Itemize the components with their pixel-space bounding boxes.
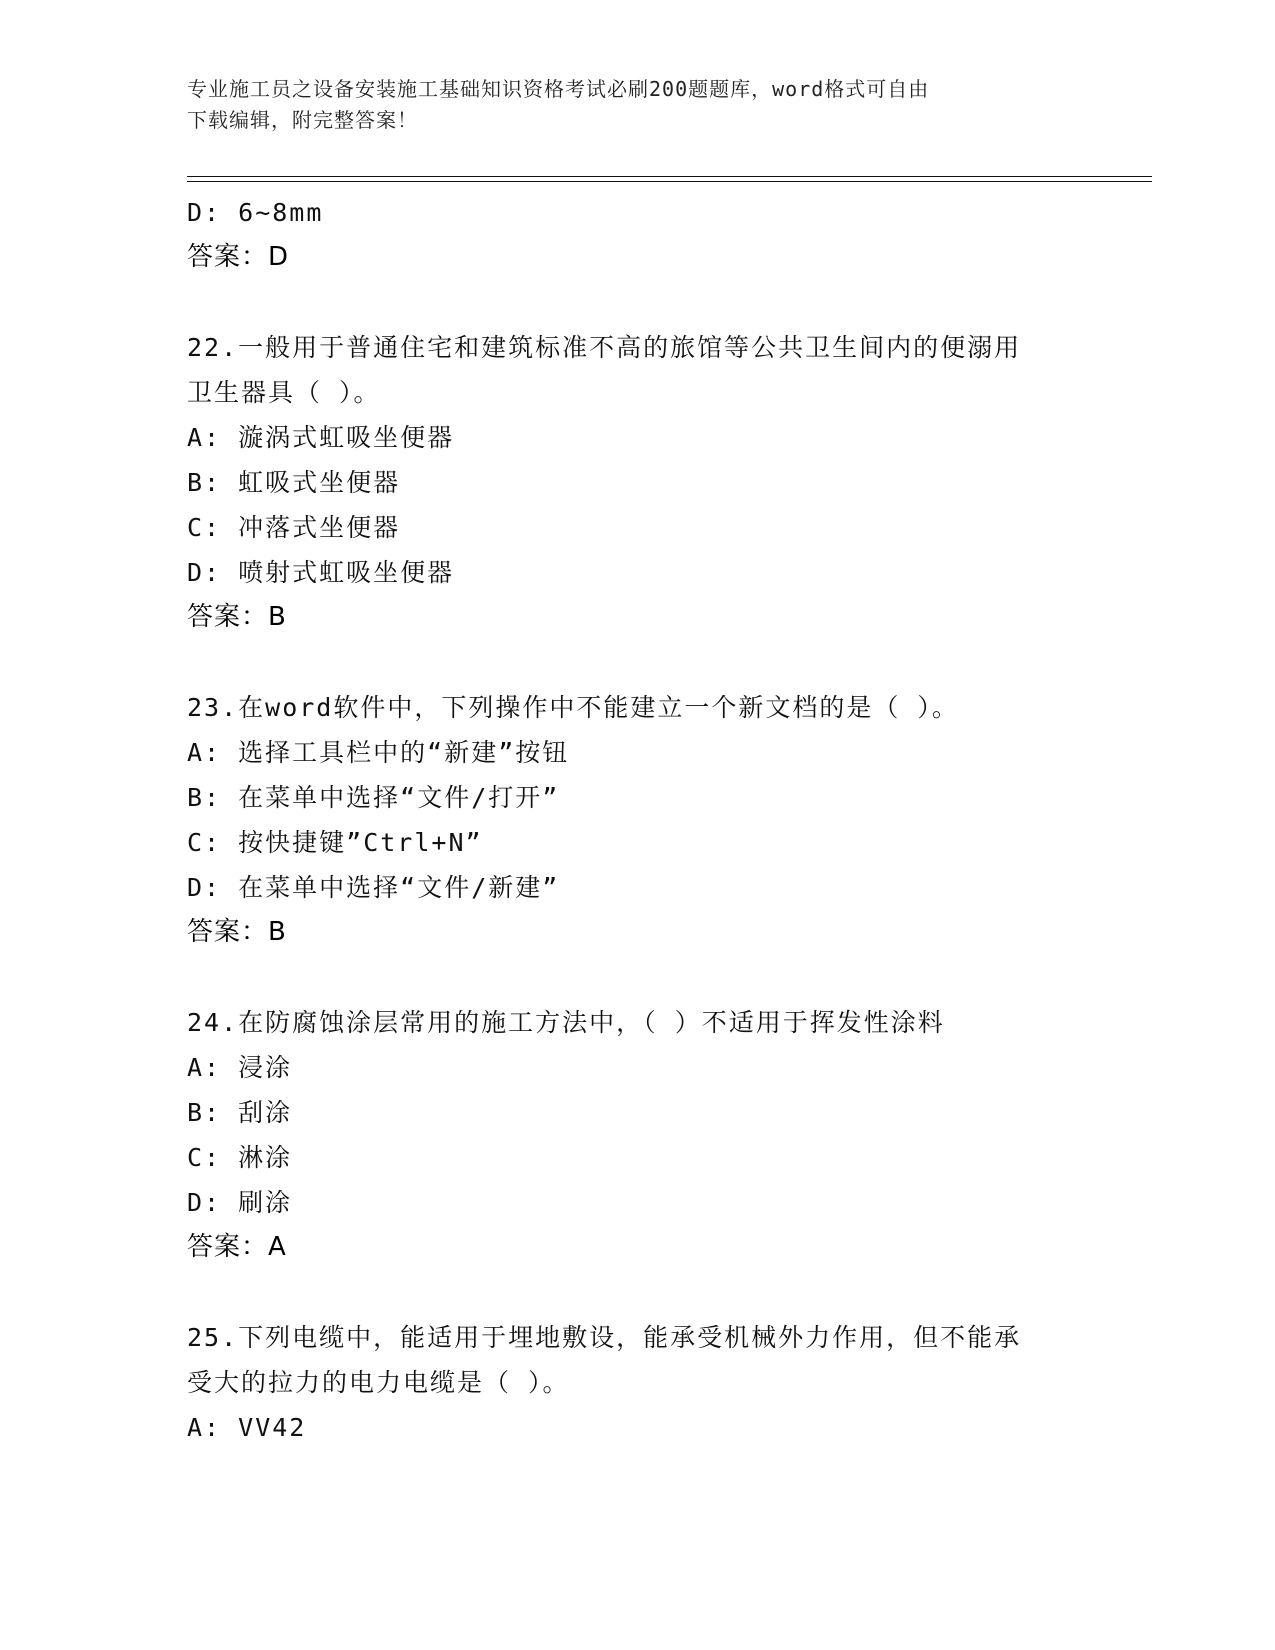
spacer xyxy=(187,280,1107,325)
header-divider-top xyxy=(187,176,1152,177)
previous-question-tail xyxy=(187,190,1107,280)
question-stem-continued: 受大的拉力的电力电缆是（ ）。 xyxy=(187,1368,570,1397)
option-d: D: 6~8mm xyxy=(187,198,324,227)
question-stem-continued: 卫生器具（ ）。 xyxy=(187,378,381,407)
option-b: B: 在菜单中选择“文件/打开” xyxy=(187,783,560,812)
option-a: A: 选择工具栏中的“新建”按钮 xyxy=(187,738,570,767)
question-content xyxy=(187,190,1107,1450)
option-a: A: 漩涡式虹吸坐便器 xyxy=(187,423,455,452)
option-b: B: 刮涂 xyxy=(187,1098,293,1127)
question-stem: 25.下列电缆中，能适用于埋地敷设，能承受机械外力作用，但不能承 xyxy=(187,1323,1022,1352)
option-b: B: 虹吸式坐便器 xyxy=(187,468,401,497)
question-stem: 22.一般用于普通住宅和建筑标准不高的旅馆等公共卫生间内的便溺用 xyxy=(187,333,1022,362)
option-c: C: 冲落式坐便器 xyxy=(187,513,401,542)
question-24 xyxy=(187,1000,1107,1270)
header-divider-bottom xyxy=(187,181,1152,182)
option-d: D: 刷涂 xyxy=(187,1188,293,1217)
answer-line: 答案：D xyxy=(187,242,290,272)
page-header xyxy=(187,74,1067,136)
spacer xyxy=(187,640,1107,685)
question-stem: 24.在防腐蚀涂层常用的施工方法中，（ ）不适用于挥发性涂料 xyxy=(187,1008,945,1037)
question-stem: 23.在word软件中，下列操作中不能建立一个新文档的是（ ）。 xyxy=(187,693,959,722)
question-23 xyxy=(187,685,1107,955)
header-title-line-2: 下载编辑，附完整答案！ xyxy=(187,108,418,132)
spacer xyxy=(187,1270,1107,1315)
option-d: D: 在菜单中选择“文件/新建” xyxy=(187,873,560,902)
spacer xyxy=(187,955,1107,1000)
question-25 xyxy=(187,1315,1107,1450)
answer-line: 答案：B xyxy=(187,917,287,947)
option-c: C: 按快捷键”Ctrl+N” xyxy=(187,828,483,857)
option-c: C: 淋涂 xyxy=(187,1143,293,1172)
answer-line: 答案：B xyxy=(187,602,287,632)
header-title-line-1: 专业施工员之设备安装施工基础知识资格考试必刷200题题库，word格式可自由 xyxy=(187,77,930,101)
option-a: A: 浸涂 xyxy=(187,1053,293,1082)
question-22 xyxy=(187,325,1107,640)
option-d: D: 喷射式虹吸坐便器 xyxy=(187,558,455,587)
option-a: A: VV42 xyxy=(187,1413,307,1442)
answer-line: 答案：A xyxy=(187,1232,287,1262)
